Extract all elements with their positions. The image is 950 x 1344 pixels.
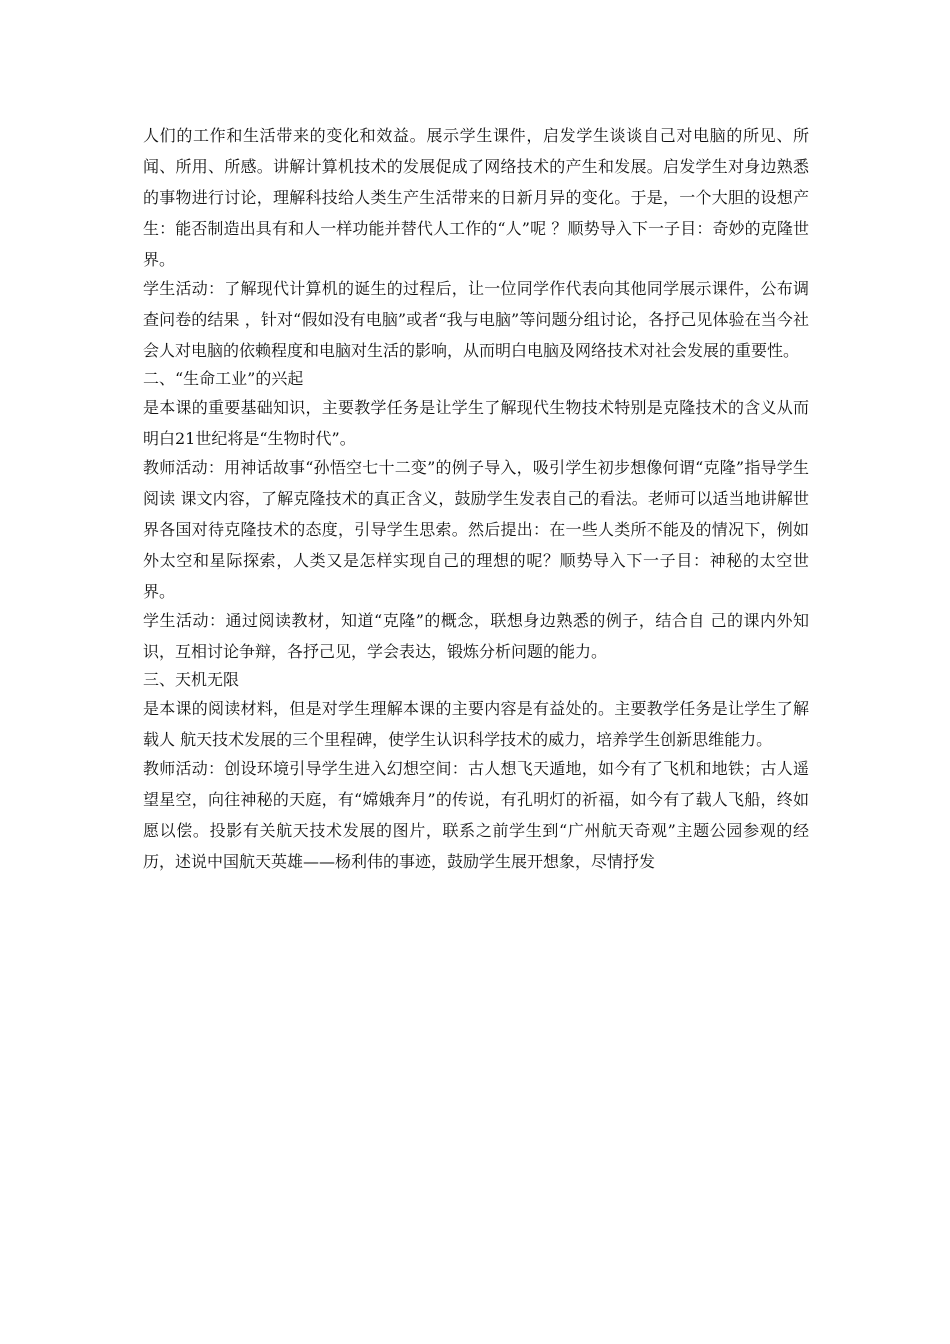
document-page	[143, 120, 809, 877]
paragraph-space-goal: 是本课的阅读材料，但是对学生理解本课的主要内容是有益处的。主要教学任务是让学生了解载人 航天技术发展的三个里程碑，使学生认识科学技术的威力，培养学生创新思维能力。	[143, 699, 809, 749]
paragraph-computer-intro: 人们的工作和生活带来的变化和效益。展示学生课件，启发学生谈谈自己对电脑的所见、所闻、所用、所感。讲解计算机技术的发展促成了网络技术的产生和发展。启发学生对身边熟悉的事物进行讨论，理解科技给人类生产生活带来的日新月异的变化。于是，一个大胆的设想产生：能否制造出具有和人一样功能并替代人工作的“人”呢 ？顺势导入下一子目：奇妙的克隆世界。	[143, 126, 809, 269]
section-heading-space: 三、天机无限	[143, 670, 240, 689]
paragraph-student-activity-clone: 学生活动：通过阅读教材，知道“克隆”的概念，联想身边熟悉的例子，结合自 己的课内外知识，互相讨论争辩，各抒己见，学会表达，锻炼分析问题的能力。	[143, 611, 809, 661]
paragraph-teacher-activity-clone: 教师活动：用神话故事“孙悟空七十二变”的例子导入，吸引学生初步想像何谓“克隆”指导学生阅读 课文内容，了解克隆技术的真正含义，鼓励学生发表自己的看法。老师可以适当地讲解世界各国对待克隆技术的态度，引导学生思索。然后提出：在一些人类所不能及的情况下，例如外太空和星际探索，人类又是怎样实现自己的理想的呢？顺势导入下一子目：神秘的太空世界。	[143, 458, 809, 601]
paragraph-teacher-activity-space: 教师活动：创设环境引导学生进入幻想空间：古人想飞天遁地，如今有了飞机和地铁；古人遥望星空，向往神秘的天庭，有“嫦娥奔月”的传说，有孔明灯的祈福，如今有了载人飞船，终如愿以偿。投影有关航天技术发展的图片，联系之前学生到“广州航天奇观”主题公园参观的经历，述说中国航天英雄——杨利伟的事迹，鼓励学生展开想象，尽情抒发	[143, 759, 809, 871]
section-heading-life-industry: 二、“生命工业”的兴起	[143, 369, 304, 388]
paragraph-life-industry-goal: 是本课的重要基础知识，主要教学任务是让学生了解现代生物技术特别是克隆技术的含义从而明白21世纪将是“生物时代”。	[143, 398, 809, 448]
paragraph-student-activity-computer: 学生活动：了解现代计算机的诞生的过程后，让一位同学作代表向其他同学展示课件，公布调查问卷的结果 ，针对“假如没有电脑”或者“我与电脑”等问题分组讨论，各抒己见体验在当今社会人对电脑的依赖程度和电脑对生活的影响，从而明白电脑及网络技术对社会发展的重要性。	[143, 279, 809, 360]
